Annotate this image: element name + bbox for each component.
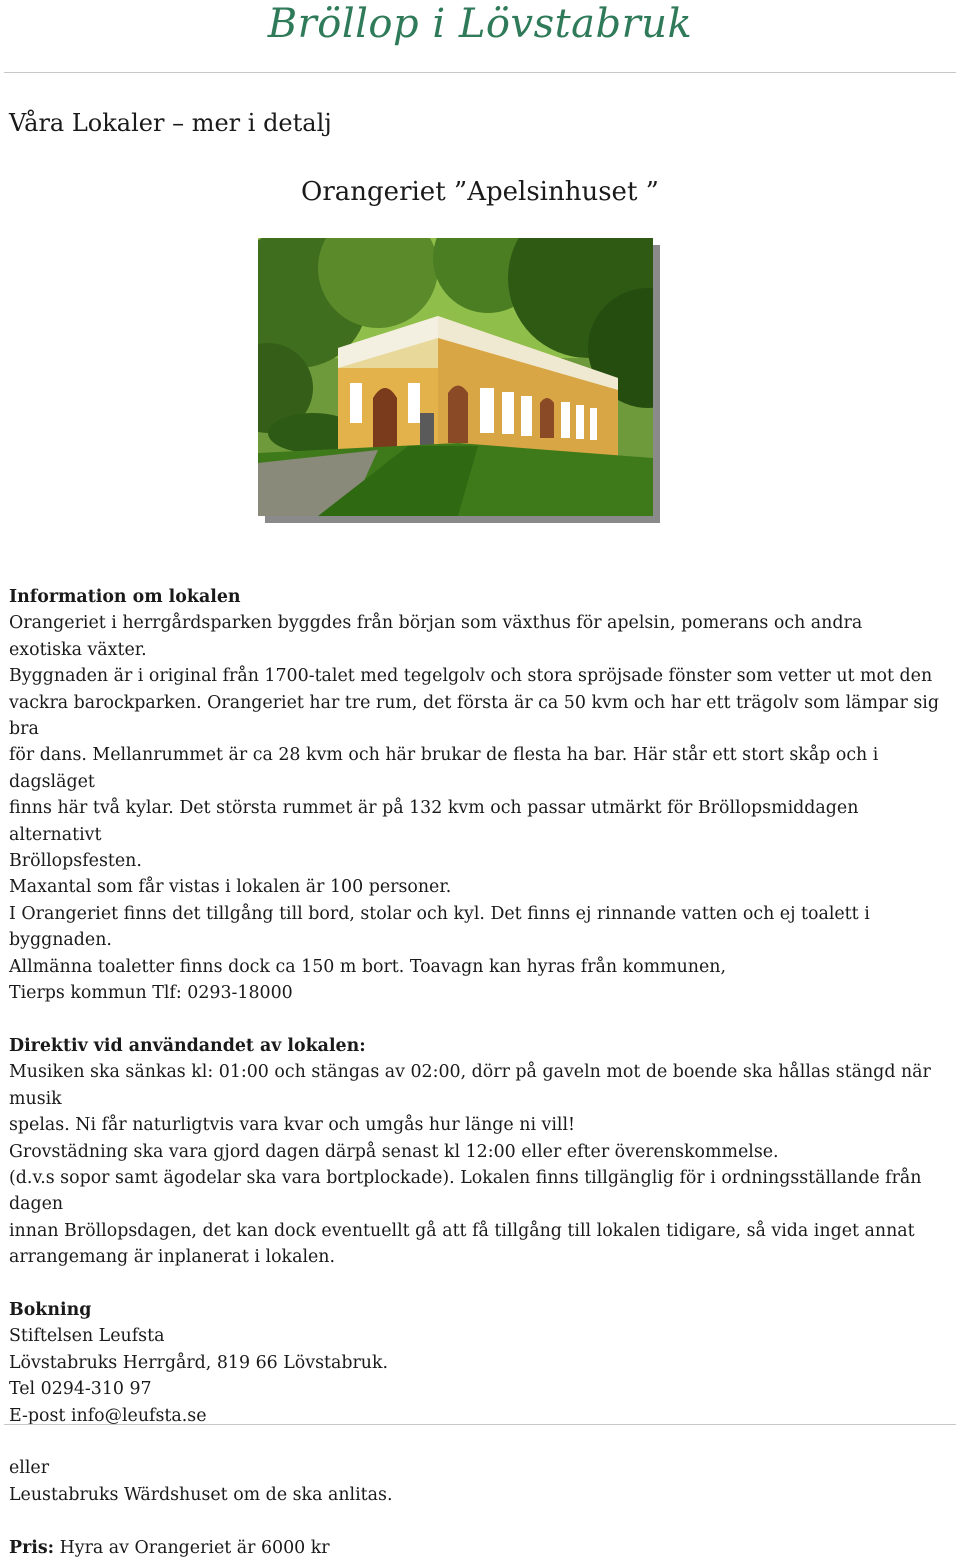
price-value: Hyra av Orangeriet är 6000 kr [54, 1537, 330, 1558]
rules-line: spelas. Ni får naturligtvis vara kvar och umgås hur länge ni vill! [9, 1115, 576, 1136]
info-heading: Information om lokalen [9, 587, 241, 607]
section-title: Våra Lokaler – mer i detalj [9, 109, 332, 137]
content [9, 584, 955, 1561]
booking-or: eller [9, 1458, 50, 1479]
info-line: Allmänna toaletter finns dock ca 150 m bort. Toavagn kan hyras från kommunen, [9, 956, 727, 977]
venue-title: Orangeriet ”Apelsinhuset ” [301, 177, 659, 207]
booking-org: Stiftelsen Leufsta [9, 1326, 165, 1347]
booking-address: Lövstabruks Herrgård, 819 66 Lövstabruk. [9, 1352, 389, 1373]
orangery-photo [258, 238, 653, 516]
info-line: för dans. Mellanrummet är ca 28 kvm och här brukar de flesta ha bar. Här står ett stort skåp och i dagsläget [9, 745, 879, 792]
info-line: Tierps kommun Tlf: 0293-18000 [9, 983, 293, 1004]
info-line: Orangeriet i herrgårdsparken byggdes från början som växthus för apelsin, pomerans och andra [9, 613, 863, 634]
info-line: exotiska växter. [9, 639, 147, 660]
rules-line: arrangemang är inplanerat i lokalen. [9, 1247, 336, 1268]
booking-phone: Tel 0294-310 97 [9, 1379, 152, 1400]
rules-line: Musiken ska sänkas kl: 01:00 och stängas av 02:00, dörr på gaveln mot de boende ska hållas stängd när musik [9, 1062, 931, 1109]
email-prefix: E-post [9, 1405, 71, 1426]
rules-heading: Direktiv vid användandet av lokalen: [9, 1035, 366, 1056]
info-line: vackra barockparken. Orangeriet har tre rum, det första är ca 50 kvm och har ett trägolv som lämpar sig bra [9, 692, 939, 740]
price-line [9, 1535, 955, 1561]
info-line: Bröllopsfesten. [9, 851, 142, 872]
price-label: Pris: [9, 1537, 55, 1558]
page-title: Bröllop i Lövstabruk [267, 1, 693, 47]
info-line: Maxantal som får vistas i lokalen är 100 personer. [9, 877, 452, 898]
email-link[interactable]: info@leufsta.se [70, 1405, 207, 1426]
top-divider [4, 72, 956, 73]
bottom-divider [4, 1424, 956, 1425]
info-line: Byggnaden är i original från 1700-talet med tegelgolv och stora spröjsade fönster som vetter ut mot den [9, 666, 933, 687]
booking-alt: Leustabruks Wärdshuset om de ska anlitas. [9, 1484, 393, 1505]
info-line: finns här två kylar. Det största rummet är på 132 kvm och passar utmärkt för Bröllopsmiddagen alternativt [9, 798, 859, 845]
rules-line: (d.v.s sopor samt ägodelar ska vara bortplockade). Lokalen finns tillgänglig för i ordningsställande från dagen [9, 1167, 922, 1215]
booking-heading: Bokning [9, 1299, 92, 1320]
info-line: I Orangeriet finns det tillgång till bord, stolar och kyl. Det finns ej rinnande vatten och ej toalett i byggnaden. [9, 903, 870, 951]
rules-line: Grovstädning ska vara gjord dagen därpå senast kl 12:00 eller efter överenskommelse. [9, 1141, 779, 1162]
rules-line: innan Bröllopsdagen, det kan dock eventuellt gå att få tillgång till lokalen tidigare, så vida inget annat [9, 1220, 915, 1241]
booking-email-line [9, 1403, 955, 1429]
